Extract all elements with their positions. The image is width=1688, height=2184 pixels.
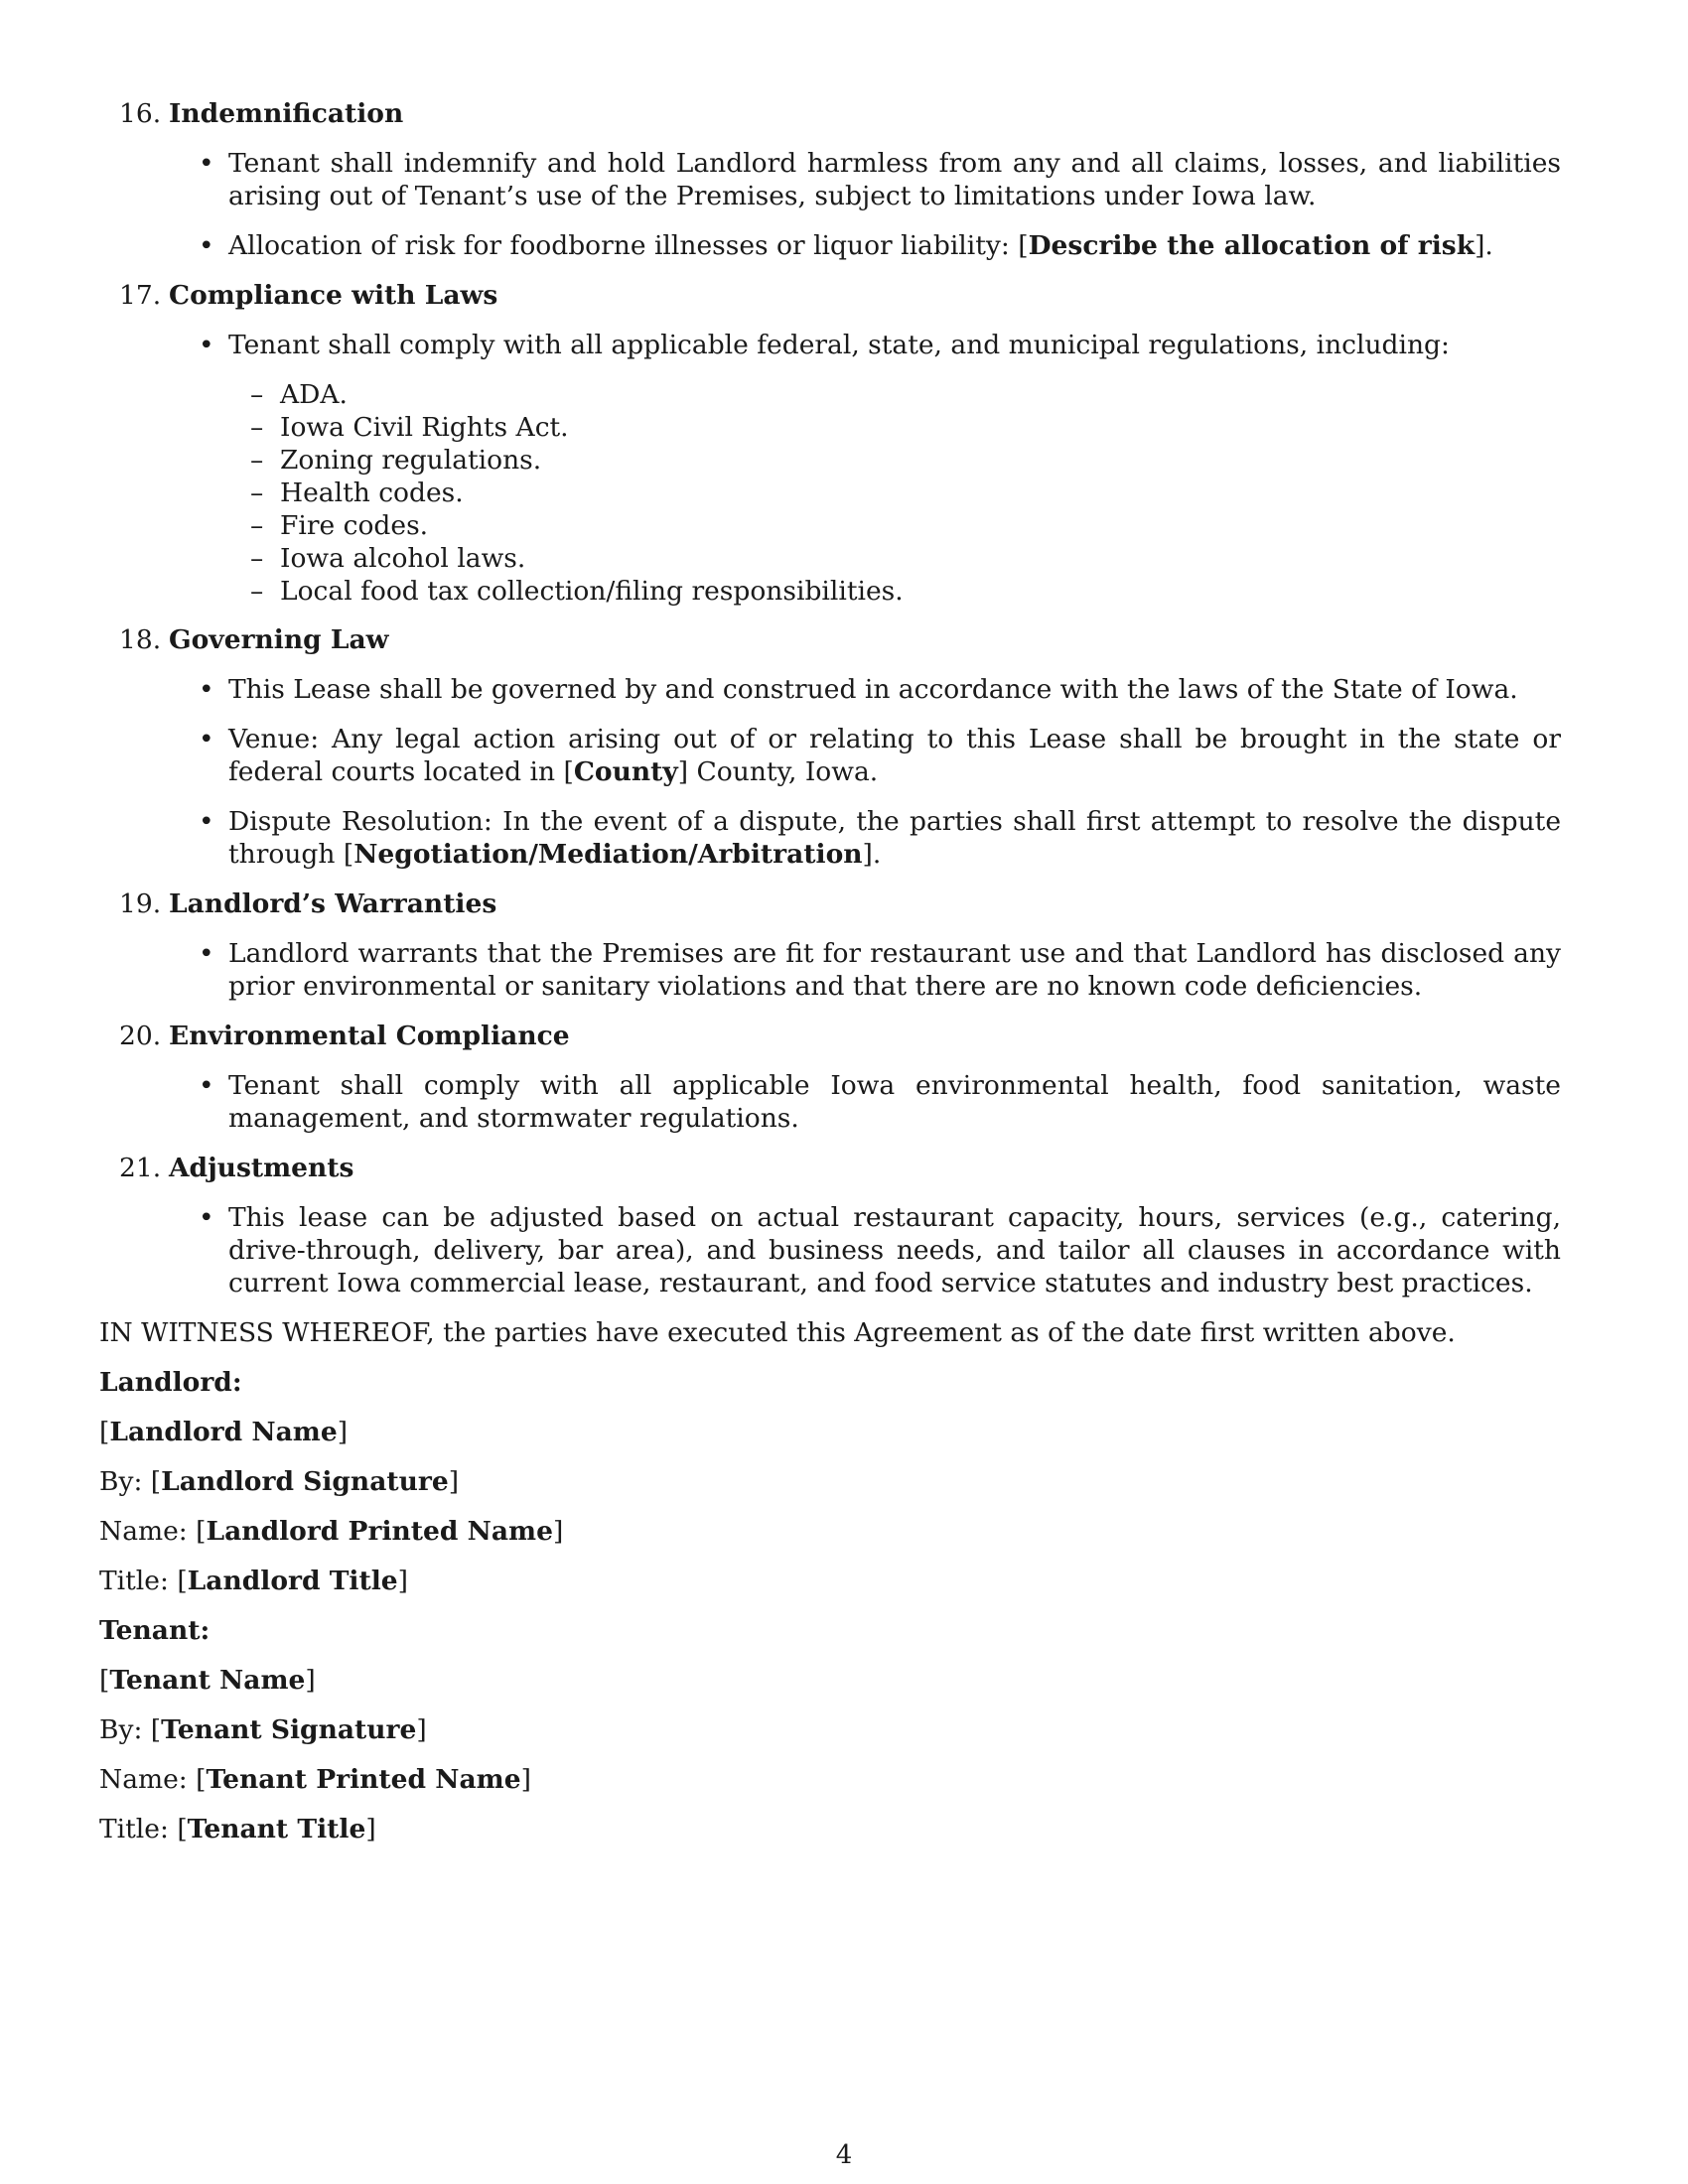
- dash-icon: –: [250, 478, 264, 508]
- open-bracket: [: [177, 1566, 188, 1596]
- section-environmental-compliance: [99, 1020, 1589, 1135]
- bullet-icon: •: [199, 1202, 214, 1233]
- sub-item: [99, 509, 1589, 542]
- section-number: 19.: [119, 888, 162, 919]
- tenant-by-line: [99, 1713, 1589, 1746]
- bullet-text-post: ].: [1475, 230, 1493, 261]
- sub-item-list: [99, 378, 1589, 608]
- bullet-icon: •: [199, 330, 214, 360]
- sub-item-text: ADA.: [280, 379, 348, 410]
- landlord-name: Landlord Name: [109, 1417, 338, 1447]
- title-label: Title:: [99, 1566, 178, 1596]
- placeholder-dispute-method: Negotiation/Mediation/Arbitration: [353, 839, 863, 870]
- close-bracket: ]: [365, 1814, 376, 1844]
- tenant-heading: Tenant:: [99, 1615, 211, 1646]
- landlord-heading: Landlord:: [99, 1367, 242, 1398]
- bullet-text: This lease can be adjusted based on actual restaurant capacity, hours, services (e.g., catering, drive-through, delivery, bar area), and business needs, and tailor all clauses in accordance with current Iowa commercial lease, restaurant, and food service statutes and industry best practices.: [228, 1202, 1561, 1298]
- landlord-signature: Landlord Signature: [161, 1466, 449, 1497]
- tenant-signature: Tenant Signature: [161, 1714, 417, 1745]
- title-label: Title:: [99, 1814, 178, 1844]
- tenant-name: Tenant Name: [109, 1665, 306, 1696]
- bullet-text: Tenant shall comply with all applicable federal, state, and municipal regulations, including:: [228, 330, 1450, 360]
- close-bracket: ]: [337, 1417, 349, 1447]
- bullet-text: This Lease shall be governed by and construed in accordance with the laws of the State of Iowa.: [228, 674, 1518, 705]
- sub-item-text: Local food tax collection/filing responsibilities.: [280, 576, 904, 607]
- section-title: Landlord’s Warranties: [169, 888, 497, 919]
- bullet-text-post: ].: [862, 839, 882, 870]
- name-label: Name:: [99, 1516, 197, 1547]
- bullet-text-pre: Allocation of risk for foodborne illnesses or liquor liability: [: [228, 230, 1029, 261]
- landlord-signature-block: [99, 1366, 1589, 1597]
- open-bracket: [: [196, 1764, 207, 1795]
- sub-item-text: Iowa Civil Rights Act.: [280, 412, 569, 443]
- section-heading: [99, 623, 1589, 656]
- tenant-printed-name-line: [99, 1763, 1589, 1796]
- close-bracket: ]: [416, 1714, 427, 1745]
- close-bracket: ]: [305, 1665, 316, 1696]
- bullet-list: [99, 937, 1589, 1003]
- bullet-item: [99, 229, 1561, 262]
- sub-item: [99, 411, 1589, 444]
- section-heading: [99, 887, 1589, 920]
- bullet-text-pre: Dispute Resolution: In the event of a dispute, the parties shall first attempt to resolve the dispute through [: [228, 806, 1561, 870]
- section-title: Governing Law: [169, 624, 389, 655]
- section-adjustments: [99, 1152, 1589, 1299]
- bullet-text-post: ] County, Iowa.: [677, 756, 879, 787]
- dash-icon: –: [250, 412, 264, 443]
- dash-icon: –: [250, 543, 264, 574]
- bullet-item: [99, 1201, 1561, 1299]
- bullet-icon: •: [199, 674, 214, 705]
- bullet-item: [99, 673, 1561, 706]
- by-label: By:: [99, 1466, 151, 1497]
- section-heading: [99, 1152, 1589, 1184]
- sub-item: [99, 542, 1589, 575]
- sub-item: [99, 575, 1589, 608]
- tenant-title-line: [99, 1813, 1589, 1845]
- open-bracket: [: [150, 1714, 162, 1745]
- landlord-by-line: [99, 1465, 1589, 1498]
- landlord-printed-name: Landlord Printed Name: [206, 1516, 553, 1547]
- landlord-printed-name-line: [99, 1515, 1589, 1548]
- tenant-signature-block: [99, 1614, 1589, 1845]
- placeholder-county: County: [573, 756, 678, 787]
- section-title: Compliance with Laws: [169, 280, 498, 311]
- bullet-item: [99, 723, 1561, 788]
- sub-item-text: Health codes.: [280, 478, 464, 508]
- open-bracket: [: [99, 1417, 110, 1447]
- section-title: Environmental Compliance: [169, 1021, 570, 1051]
- by-label: By:: [99, 1714, 151, 1745]
- landlord-name-line: [99, 1416, 1589, 1448]
- sub-item: [99, 444, 1589, 477]
- page-number: 4: [835, 2140, 853, 2170]
- bullet-list: [99, 147, 1589, 262]
- tenant-name-line: [99, 1664, 1589, 1697]
- section-governing-law: [99, 623, 1589, 871]
- close-bracket: ]: [520, 1764, 531, 1795]
- bullet-item: [99, 805, 1561, 871]
- section-heading: [99, 1020, 1589, 1052]
- landlord-title-line: [99, 1565, 1589, 1597]
- sub-item-text: Fire codes.: [280, 510, 429, 541]
- dash-icon: –: [250, 445, 264, 476]
- bullet-item: [99, 329, 1561, 361]
- bullet-icon: •: [199, 806, 214, 837]
- bullet-text: Tenant shall indemnify and hold Landlord harmless from any and all claims, losses, and liabilities arising out of Tenant’s use of the Premises, subject to limitations under Iowa law.: [228, 148, 1561, 211]
- sub-item-text: Zoning regulations.: [280, 445, 542, 476]
- close-bracket: ]: [397, 1566, 409, 1596]
- bullet-text: Landlord warrants that the Premises are fit for restaurant use and that Landlord has disclosed any prior environmental or sanitary violations and that there are no known code deficiencies.: [228, 938, 1561, 1002]
- bullet-icon: •: [199, 230, 214, 261]
- name-label: Name:: [99, 1764, 197, 1795]
- bullet-list: [99, 329, 1589, 361]
- section-indemnification: [99, 97, 1589, 262]
- bullet-item: [99, 1069, 1561, 1135]
- open-bracket: [: [150, 1466, 162, 1497]
- close-bracket: ]: [552, 1516, 564, 1547]
- section-number: 17.: [119, 280, 162, 311]
- bullet-list: [99, 673, 1589, 871]
- open-bracket: [: [196, 1516, 207, 1547]
- placeholder-risk-allocation: Describe the allocation of risk: [1028, 230, 1476, 261]
- bullet-icon: •: [199, 724, 214, 754]
- witness-clause: IN WITNESS WHEREOF, the parties have executed this Agreement as of the date first written above.: [99, 1317, 1456, 1348]
- section-number: 18.: [119, 624, 162, 655]
- section-title: Adjustments: [169, 1153, 354, 1183]
- bullet-text-pre: Venue: Any legal action arising out of or relating to this Lease shall be brought in the state or federal courts located in [: [228, 724, 1561, 787]
- bullet-icon: •: [199, 148, 214, 179]
- sub-item-text: Iowa alcohol laws.: [280, 543, 526, 574]
- sub-item: [99, 477, 1589, 509]
- section-title: Indemnification: [169, 98, 404, 129]
- tenant-printed-name: Tenant Printed Name: [206, 1764, 521, 1795]
- section-landlord-warranties: [99, 887, 1589, 1003]
- landlord-title: Landlord Title: [187, 1566, 398, 1596]
- bullet-list: [99, 1069, 1589, 1135]
- document-page: [99, 97, 1589, 1862]
- section-heading: [99, 97, 1589, 130]
- section-number: 21.: [119, 1153, 162, 1183]
- bullet-item: [99, 147, 1561, 212]
- dash-icon: –: [250, 510, 264, 541]
- close-bracket: ]: [448, 1466, 460, 1497]
- bullet-list: [99, 1201, 1589, 1299]
- section-number: 20.: [119, 1021, 162, 1051]
- dash-icon: –: [250, 379, 264, 410]
- bullet-icon: •: [199, 938, 214, 969]
- bullet-text: Tenant shall comply with all applicable Iowa environmental health, food sanitation, waste management, and stormwater regulations.: [228, 1070, 1561, 1134]
- bullet-item: [99, 937, 1561, 1003]
- open-bracket: [: [177, 1814, 188, 1844]
- open-bracket: [: [99, 1665, 110, 1696]
- section-heading: [99, 279, 1589, 312]
- section-compliance-with-laws: [99, 279, 1589, 608]
- dash-icon: –: [250, 576, 264, 607]
- bullet-icon: •: [199, 1070, 214, 1101]
- tenant-title: Tenant Title: [187, 1814, 366, 1844]
- section-number: 16.: [119, 98, 162, 129]
- sub-item: [99, 378, 1589, 411]
